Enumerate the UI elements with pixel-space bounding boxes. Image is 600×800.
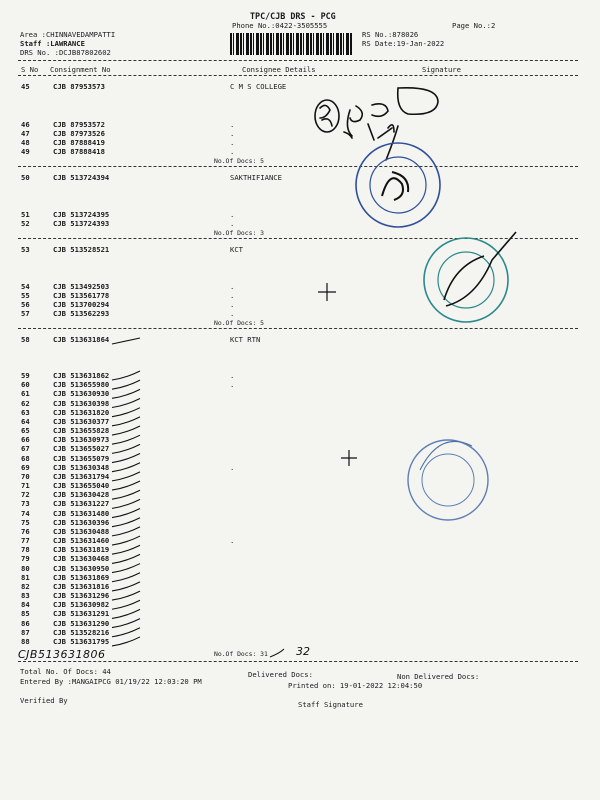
- col-sno: S No: [21, 65, 39, 74]
- tick-stroke: [112, 554, 140, 563]
- row-sno: 83: [21, 591, 30, 601]
- row-sno: 75: [21, 517, 30, 527]
- row-dot: .: [230, 536, 235, 546]
- area-label: Area :CHINNAVEDAMPATTI: [20, 30, 116, 39]
- row-consignment: CJB 513630468: [53, 554, 110, 564]
- row-sno: 62: [21, 398, 30, 408]
- row-sno: 54: [21, 282, 30, 291]
- row-sno: 77: [21, 536, 30, 546]
- tick-stroke: [112, 408, 140, 417]
- group-doc-count: No.Of Docs: 3: [214, 229, 265, 237]
- row-sno: 65: [21, 426, 30, 436]
- kct-stamp: [424, 232, 516, 322]
- row-dot: .: [230, 210, 235, 219]
- tick-stroke: [112, 444, 140, 453]
- non-delivered-docs: Non Delivered Docs:: [397, 672, 480, 681]
- handwritten-consignment: CJB513631806: [18, 648, 106, 661]
- row-sno: 76: [21, 526, 30, 536]
- arrow-mark: [270, 649, 284, 657]
- row-consignment: CJB 513630377: [53, 416, 110, 426]
- phone-number: Phone No.:0422-3505555: [232, 21, 328, 30]
- row-consignment: CJB 513724395: [53, 210, 110, 219]
- row-sno: 69: [21, 462, 30, 472]
- tick-stroke: [112, 338, 140, 344]
- row-consignment: CJB 87888419: [53, 138, 105, 147]
- handwritten-doc-count: 32: [296, 645, 310, 658]
- row-consignment: CJB 513631291: [53, 609, 110, 619]
- row-consignment: CJB 513630950: [53, 563, 110, 573]
- row-sno: 82: [21, 581, 30, 591]
- row-consignment: CJB 513631869: [53, 572, 110, 582]
- row-consignment: CJB 513724393: [53, 219, 110, 228]
- col-signature: Signature: [422, 65, 461, 74]
- page-number: Page No.:2: [452, 21, 496, 30]
- row-consignee: C M S COLLEGE: [230, 82, 287, 91]
- row-sno: 52: [21, 219, 30, 228]
- row-consignment: CJB 513631864: [53, 335, 110, 344]
- row-sno: 81: [21, 572, 30, 582]
- tick-stroke: [112, 609, 140, 618]
- drs-number: DRS No. :DCJB87802602: [20, 48, 111, 57]
- staff-signature: Staff Signature: [298, 700, 363, 709]
- col-consignment: Consignment No: [50, 65, 111, 74]
- row-sno: 67: [21, 444, 30, 454]
- row-sno: 68: [21, 453, 30, 463]
- row-dot: .: [230, 300, 235, 309]
- row-consignee: KCT: [230, 245, 243, 254]
- rs-number: RS No.:878026: [362, 30, 419, 39]
- row-consignment: CJB 513631816: [53, 581, 110, 591]
- row-sno: 84: [21, 600, 30, 610]
- row-consignment: CJB 513631480: [53, 508, 110, 518]
- row-sno: 70: [21, 471, 30, 481]
- tick-stroke: [112, 545, 140, 554]
- row-dot: .: [230, 282, 235, 291]
- row-consignment: CJB 513631820: [53, 407, 110, 417]
- row-consignment: CJB 87953572: [53, 120, 105, 129]
- row-consignment: CJB 513630398: [53, 398, 110, 408]
- cross-mark: [318, 283, 336, 301]
- row-consignment: CJB 513631795: [53, 636, 110, 646]
- row-consignment: CJB 87973526: [53, 129, 105, 138]
- tick-stroke: [112, 509, 140, 518]
- row-dot: .: [230, 129, 235, 138]
- row-dot: .: [230, 120, 235, 129]
- row-consignment: CJB 513631794: [53, 471, 110, 481]
- staff-label: Staff :LAWRANCE: [20, 39, 85, 48]
- tick-stroke: [112, 454, 140, 463]
- row-sno: 63: [21, 407, 30, 417]
- row-consignment: CJB 513630348: [53, 462, 110, 472]
- row-consignment: CJB 513631227: [53, 499, 110, 509]
- row-sno: 53: [21, 245, 30, 254]
- row-consignment: CJB 513655027: [53, 444, 110, 454]
- row-consignment: CJB 87953573: [53, 82, 105, 91]
- tick-stroke: [112, 600, 140, 609]
- row-sno: 78: [21, 545, 30, 555]
- tick-stroke: [112, 426, 140, 435]
- tick-stroke: [112, 380, 140, 389]
- row-sno: 66: [21, 435, 30, 445]
- row-dot: .: [230, 380, 235, 390]
- tick-stroke: [112, 518, 140, 527]
- row-sno: 50: [21, 173, 30, 182]
- row-dot: .: [230, 309, 235, 318]
- row-sno: 88: [21, 636, 30, 646]
- tick-stroke: [112, 472, 140, 481]
- row-sno: 51: [21, 210, 30, 219]
- tick-stroke: [112, 490, 140, 499]
- tick-stroke: [112, 499, 140, 508]
- tick-stroke: [112, 573, 140, 582]
- row-sno: 46: [21, 120, 30, 129]
- tick-stroke: [112, 527, 140, 536]
- tick-stroke: [112, 619, 140, 628]
- tick-stroke: [112, 564, 140, 573]
- tick-stroke: [112, 637, 140, 646]
- tick-stroke: [112, 628, 140, 637]
- row-dot: .: [230, 462, 235, 472]
- row-consignment: CJB 513631862: [53, 371, 110, 380]
- rs-date: RS Date:19-Jan-2022: [362, 39, 445, 48]
- row-sno: 85: [21, 609, 30, 619]
- row-consignment: CJB 513492503: [53, 282, 110, 291]
- consignment-tick-marks: [112, 338, 140, 646]
- group-doc-count: No.Of Docs: 5: [214, 157, 265, 165]
- row-sno: 58: [21, 335, 30, 344]
- tick-stroke: [112, 463, 140, 472]
- row-consignment: CJB 513724394: [53, 173, 110, 182]
- col-consignee: Consignee Details: [242, 65, 316, 74]
- tick-stroke: [112, 417, 140, 426]
- tick-stroke: [112, 389, 140, 398]
- row-sno: 64: [21, 416, 30, 426]
- group-doc-count: No.Of Docs: 31: [214, 650, 268, 658]
- row-consignment: CJB 87888418: [53, 147, 105, 156]
- row-consignment: CJB 513631460: [53, 536, 110, 546]
- row-sno: 79: [21, 554, 30, 564]
- row-dot: .: [230, 147, 235, 156]
- row-consignee: SAKTHIFIANCE: [230, 173, 282, 182]
- row-sno: 60: [21, 380, 30, 390]
- row-sno: 45: [21, 82, 30, 91]
- row-sno: 71: [21, 481, 30, 491]
- tick-stroke: [112, 435, 140, 444]
- row-consignment: CJB 513630930: [53, 389, 110, 399]
- row-sno: 59: [21, 371, 30, 380]
- row-consignment: CJB 513631819: [53, 545, 110, 555]
- report-title: TPC/CJB DRS - PCG: [250, 11, 336, 21]
- row-sno: 56: [21, 300, 30, 309]
- row-consignment: CJB 513631290: [53, 618, 110, 628]
- row-consignment: CJB 513561778: [53, 291, 110, 300]
- row-consignment: CJB 513630982: [53, 600, 110, 610]
- row-sno: 86: [21, 618, 30, 628]
- row-consignment: CJB 513655980: [53, 380, 110, 390]
- row-consignment: CJB 513700294: [53, 300, 110, 309]
- printed-on: Printed on: 19-01-2022 12:04:50: [288, 681, 423, 690]
- row-sno: 49: [21, 147, 30, 156]
- kct-rtn-stamp: [408, 440, 488, 520]
- row-consignment: CJB 513630973: [53, 435, 110, 445]
- tick-stroke: [112, 399, 140, 408]
- row-dot: .: [230, 371, 235, 380]
- row-consignment: CJB 513655079: [53, 453, 110, 463]
- row-consignment: CJB 513528216: [53, 627, 110, 637]
- row-sno: 72: [21, 490, 30, 500]
- row-consignee: KCT RTN: [230, 335, 261, 344]
- cross-mark: [341, 450, 357, 466]
- row-dot: .: [230, 219, 235, 228]
- row-sno: 61: [21, 389, 30, 399]
- tick-stroke: [112, 481, 140, 490]
- sakthi-finance-stamp: [356, 143, 440, 227]
- row-dot: .: [230, 291, 235, 300]
- row-sno: 74: [21, 508, 30, 518]
- row-consignment: CJB 513631296: [53, 591, 110, 601]
- tick-stroke: [112, 591, 140, 600]
- total-docs: Total No. Of Docs: 44: [20, 667, 111, 676]
- row-sno: 55: [21, 291, 30, 300]
- row-consignment: CJB 513630396: [53, 517, 110, 527]
- row-consignment: CJB 513655040: [53, 481, 110, 491]
- row-consignment: CJB 513562293: [53, 309, 110, 318]
- row-consignment: CJB 513630488: [53, 526, 110, 536]
- row-sno: 47: [21, 129, 30, 138]
- delivered-docs: Delivered Docs:: [248, 670, 313, 679]
- row-sno: 48: [21, 138, 30, 147]
- tick-stroke: [112, 371, 140, 380]
- row-consignment: CJB 513655828: [53, 426, 110, 436]
- entered-by: Entered By :MANGAIPCG 01/19/22 12:03:20 PM: [20, 677, 202, 686]
- row-sno: 87: [21, 627, 30, 637]
- row-sno: 57: [21, 309, 30, 318]
- tick-stroke: [112, 536, 140, 545]
- row-consignment: CJB 513630428: [53, 490, 110, 500]
- row-dot: .: [230, 138, 235, 147]
- verified-by: Verified By: [20, 696, 68, 705]
- row-sno: 80: [21, 563, 30, 573]
- group-doc-count: No.Of Docs: 5: [214, 319, 265, 327]
- tick-stroke: [112, 582, 140, 591]
- row-consignment: CJB 513528521: [53, 245, 110, 254]
- row-sno: 73: [21, 499, 30, 509]
